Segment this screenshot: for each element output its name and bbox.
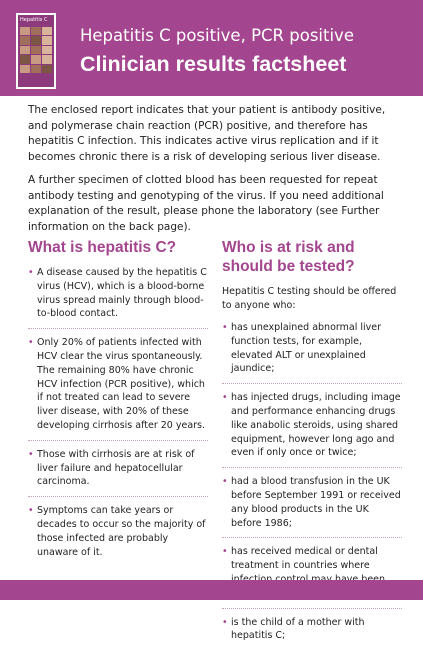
intro-paragraph-1: The enclosed report indicates that your patient is antibody positive, and polymerase chain reaction (PCR) positive, and therefore has hepatitis C infection. This indicates active virus replication and if it becomes chronic there is a risk of developing serious liver disease. xyxy=(28,104,386,163)
list-item: • has received medical or dental treatment in countries where xyxy=(222,545,402,608)
page-subtitle: Hepatitis C positive, PCR positive xyxy=(80,26,354,45)
list-item: • had a blood transfusion in the UK before September 1991 or received any blood products in the UK before 1986; xyxy=(222,475,402,538)
list-item: • is the child of a mother with hepatitis C; xyxy=(222,616,402,651)
who-at-risk-list xyxy=(222,321,402,650)
who-at-risk-heading: Who is at risk and should be tested? xyxy=(222,239,355,275)
what-is-section xyxy=(28,238,208,573)
list-item: • has unexplained abnormal liver function tests, for example, elevated ALT or unexplained jaundice; xyxy=(222,321,402,384)
list-item: • Symptoms can take years or decades to occur so the majority of those infected are probably unaware of it. xyxy=(28,504,208,566)
page-title: Clinician results factsheet xyxy=(80,52,347,76)
thumbnail-title: Hepatitis C xyxy=(20,17,48,23)
footer-band xyxy=(0,580,423,600)
intro-paragraph-2: A further specimen of clotted blood has been requested for repeat antibody testing and genotyping of the virus. If you need additional explanation of the result, please phone the laboratory (see Further information on the back page). xyxy=(28,174,384,233)
list-item: • has injected drugs, including image and performance enhancing drugs like anabolic steroids, using shared equipment, however long ago and even if only once or twice; xyxy=(222,391,402,468)
who-at-risk-lead: Hepatitis C testing should be offered to anyone who: xyxy=(222,286,397,311)
leaflet-cover-thumbnail xyxy=(16,13,56,89)
what-is-heading: What is hepatitis C? xyxy=(28,239,177,256)
list-item: • A disease caused by the hepatitis C virus (HCV), which is a blood-borne virus spread mainly through blood-to-blood contact. xyxy=(28,266,208,329)
thumbnail-photo-grid xyxy=(20,27,52,73)
list-item: • Only 20% of patients infected with HCV clear the virus spontaneously. The remaining 80% have chronic HCV infection (PCR positive), which if not treated can lead to severe liver disease, with 20% of these developing cirrhosis after 20 years. xyxy=(28,336,208,441)
what-is-list xyxy=(28,266,208,566)
header-banner xyxy=(0,0,423,96)
list-item: • Those with cirrhosis are at risk of liver failure and hepatocellular carcinoma. xyxy=(28,448,208,497)
